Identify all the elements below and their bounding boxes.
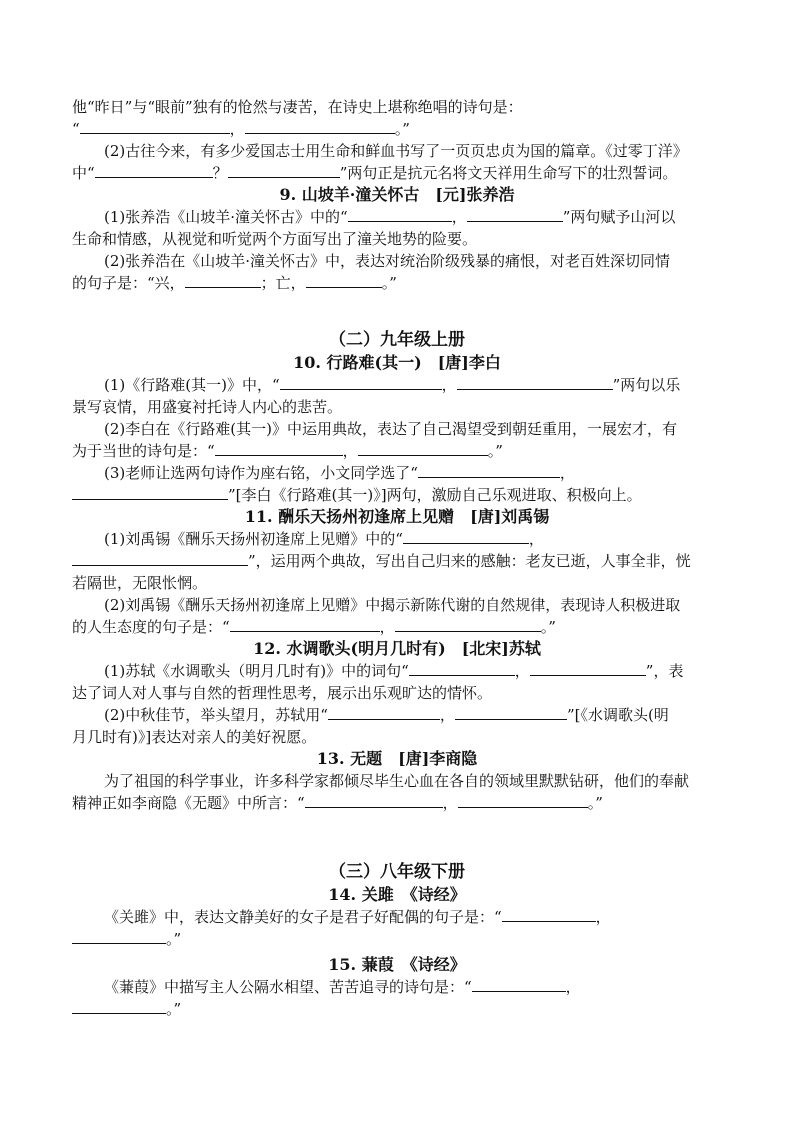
answer-blank[interactable] xyxy=(502,907,596,922)
answer-blank[interactable] xyxy=(458,793,588,808)
answer-blank[interactable] xyxy=(280,375,442,390)
poem-title-12: 12. 水调歌头(明月几时有) [北宋]苏轼 xyxy=(253,639,541,658)
answer-blank[interactable] xyxy=(72,929,166,944)
answer-blank[interactable] xyxy=(230,617,380,632)
worksheet-page xyxy=(72,96,722,1020)
s9-q1-line-2: 生命和情感，从视觉和听觉两个方面写出了潼关地势的险要。 xyxy=(72,230,478,248)
poem-title-9: 9. 山坡羊·潼关怀古 [元]张养浩 xyxy=(279,185,515,204)
s14-line-2: 。” xyxy=(72,928,722,950)
s12-q2-line-1: (2)中秋佳节，举头望月，苏轼用“ ， ”[《水调歌头(明 xyxy=(104,706,669,724)
s11-q2-line-1: (2)刘禹锡《酬乐天扬州初逢席上见赠》中揭示新陈代谢的自然规律，表现诗人积极进取 xyxy=(104,596,681,614)
s14-line-1: 《关雎》中，表达文静美好的女子是君子好配偶的句子是：“ ， xyxy=(104,908,611,926)
poem-title-10: 10. 行路难(其一) [唐]李白 xyxy=(293,353,501,372)
answer-blank[interactable] xyxy=(467,207,563,222)
answer-blank[interactable] xyxy=(185,273,261,288)
intro-q2-line-2: 中“ ？ ”两句正是抗元名将文天祥用生命写下的壮烈誓词。 xyxy=(72,164,678,182)
answer-blank[interactable] xyxy=(457,375,613,390)
answer-blank[interactable] xyxy=(328,705,440,720)
poem-title-14: 14. 关雎 《诗经》 xyxy=(328,885,466,904)
answer-blank[interactable] xyxy=(72,999,166,1014)
answer-blank[interactable] xyxy=(348,207,452,222)
poem-title-13: 13. 无题 [唐]李商隐 xyxy=(316,749,478,768)
section-heading-grade9-vol1: （二）九年级上册 xyxy=(329,330,465,350)
s15-line-2: 。” xyxy=(72,998,722,1020)
answer-blank[interactable] xyxy=(80,119,230,134)
answer-blank[interactable] xyxy=(403,529,529,544)
s15-line-1: 《蒹葭》中描写主人公隔水相望、苦苦追寻的诗句是：“ ， xyxy=(104,978,581,996)
s11-q1-line-3: 若隔世，无限怅惘。 xyxy=(72,574,208,592)
answer-blank[interactable] xyxy=(472,977,566,992)
s9-q1-line-1: (1)张养浩《山坡羊·潼关怀古》中的“ ， ”两句赋予山河以 xyxy=(104,208,676,226)
s10-q3-line-2: ”[李白《行路难(其一)》]两句，激励自己乐观进取、积极向上。 xyxy=(72,484,722,506)
answer-blank[interactable] xyxy=(72,485,228,500)
answer-blank[interactable] xyxy=(455,705,567,720)
intro-q2-line-1: (2)古往今来，有多少爱国志士用生命和鲜血书写了一页页忠贞为国的篇章。《过零丁洋》 xyxy=(104,142,688,160)
answer-blank[interactable] xyxy=(409,661,515,676)
answer-blank[interactable] xyxy=(418,463,560,478)
s12-q1-line-1: (1)苏轼《水调歌头（明月几时有)》中的词句“ ， ”，表 xyxy=(104,662,684,680)
answer-blank[interactable] xyxy=(395,617,541,632)
section-heading-grade8-vol2: （三）八年级下册 xyxy=(329,862,465,882)
answer-blank[interactable] xyxy=(215,441,343,456)
s9-q2-line-1: (2)张养浩在《山坡羊·潼关怀古》中，表达对统治阶级残暴的痛恨，对老百姓深切同情 xyxy=(104,252,671,270)
s10-q2-line-2: 为于当世的诗句是：“ ， 。” xyxy=(72,442,503,460)
answer-blank[interactable] xyxy=(72,551,248,566)
answer-blank[interactable] xyxy=(530,661,646,676)
poem-title-11: 11. 酬乐天扬州初逢席上见赠 [唐]刘禹锡 xyxy=(244,507,550,526)
answer-blank[interactable] xyxy=(245,119,395,134)
answer-blank[interactable] xyxy=(306,273,382,288)
s10-q3-line-1: (3)老师让选两句诗作为座右铭，小文同学选了“ ， xyxy=(104,464,575,482)
s10-q1-line-1: (1)《行路难(其一)》中，“ ， ”两句以乐 xyxy=(104,376,681,394)
s11-q1-line-1: (1)刘禹锡《酬乐天扬州初逢席上见赠》中的“ ， xyxy=(104,530,544,548)
s11-q1-line-2: ”，运用两个典故，写出自己归来的感触：老友已逝，人事全非，恍 xyxy=(72,550,722,572)
s11-q2-line-2: 的人生态度的句子是：“ ， 。” xyxy=(72,618,556,636)
answer-blank[interactable] xyxy=(228,163,340,178)
answer-blank[interactable] xyxy=(305,793,443,808)
s12-q1-line-2: 达了词人对人事与自然的哲理性思考，展示出乐观旷达的情怀。 xyxy=(72,684,493,702)
answer-blank[interactable] xyxy=(95,163,213,178)
s10-q1-line-2: 景写哀情，用盛宴衬托诗人内心的悲苦。 xyxy=(72,398,343,416)
poem-title-15: 15. 蒹葭 《诗经》 xyxy=(328,955,466,974)
s12-q2-line-2: 月几时有)》]表达对亲人的美好祝愿。 xyxy=(72,728,317,746)
intro-line-2: “ ， 。” xyxy=(72,120,410,138)
s9-q2-line-2: 的句子是：“兴， ；亡， 。” xyxy=(72,274,397,292)
s13-line-2: 精神正如李商隐《无题》中所言：“ ， 。” xyxy=(72,794,603,812)
s10-q2-line-1: (2)李白在《行路难(其一)》中运用典故，表达了自己渴望受到朝廷重用，一展宏才，有 xyxy=(104,420,677,438)
s13-line-1: 为了祖国的科学事业，许多科学家都倾尽毕生心血在各自的领域里默默钻研，他们的奉献 xyxy=(104,772,690,790)
answer-blank[interactable] xyxy=(358,441,488,456)
intro-line-1: 他“昨日”与“眼前”独有的怆然与凄苦，在诗史上堪称绝唱的诗句是： xyxy=(72,98,523,116)
